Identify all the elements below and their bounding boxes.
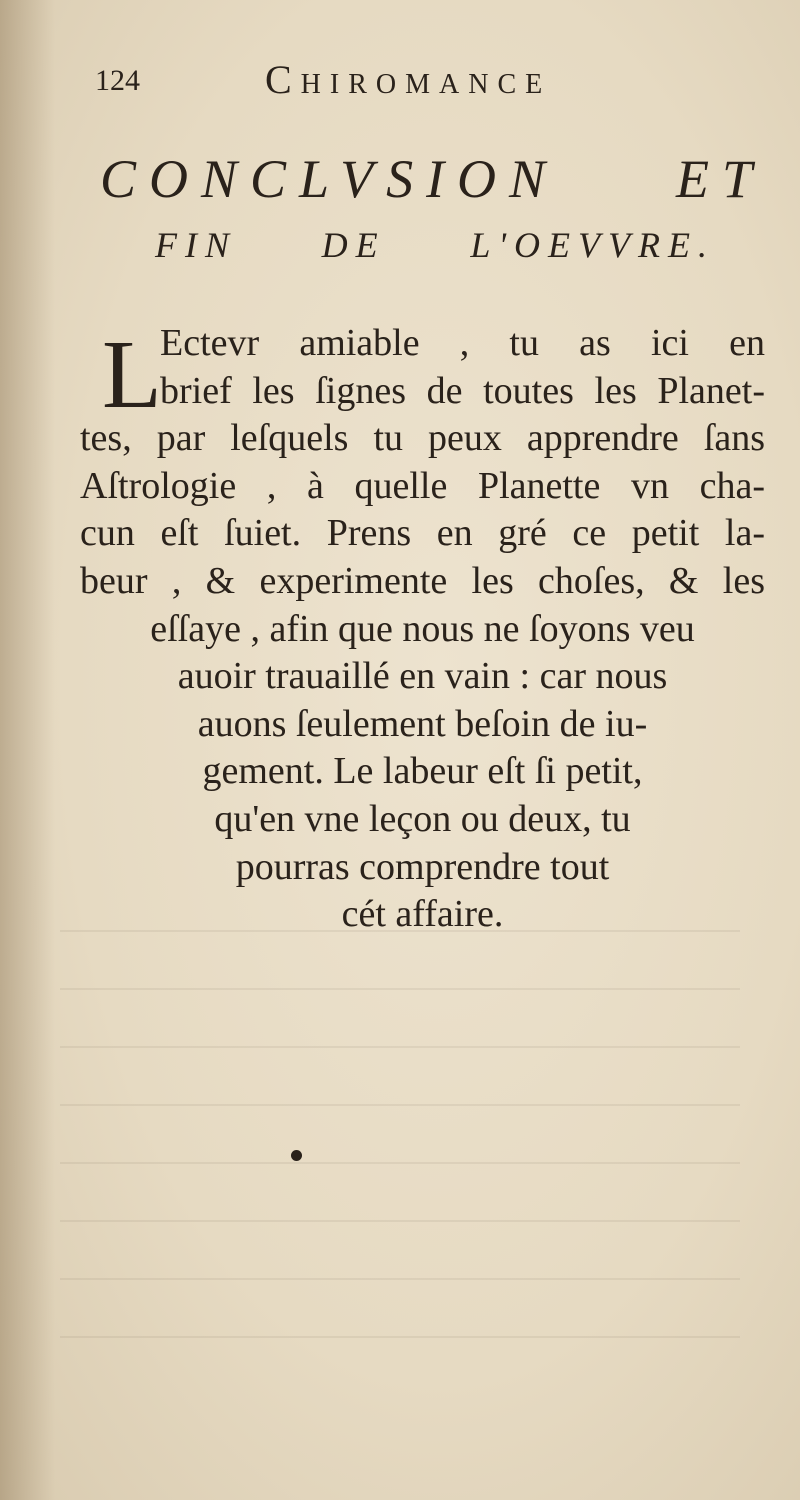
page-number: 124 [95,64,140,97]
body-line-6: beur , & experimente les choſes, & les [80,559,765,602]
drop-cap: L [102,321,162,429]
show-through-bleed [60,930,740,1350]
body-line-12: pourras comprendre tout [235,845,610,888]
running-title: Chiromance [265,57,552,102]
body-line-7: eſſaye , afin que nous ne ſoyons veu [150,607,695,650]
gutter-shadow [0,0,55,1500]
body-line-4: Aſtrologie , à quelle Planette vn cha- [80,464,765,507]
body-line-9: auons ſeulement beſoin de iu- [197,702,648,745]
body-line-13: cét affaire. [341,893,504,936]
body-line-5: cun eſt ſuiet. Prens en gré ce petit la- [80,512,765,555]
body-line-2: brief les ſignes de toutes les Planet- [160,369,765,412]
ink-dot [291,1150,302,1161]
body-line-11: qu'en vne leçon ou deux, tu [214,797,631,840]
section-heading-line-1: CONCLVSION ET [100,149,765,209]
body-text [80,320,765,939]
body-line-8: auoir trauaillé en vain : car nous [177,655,668,698]
body-line-10: gement. Le labeur eſt ſi petit, [202,750,643,793]
body-line-1-text: Ectevr amiable , tu as ici en [160,322,765,364]
body-line-3: tes, par leſquels tu peux apprendre ſans [80,417,765,460]
running-head [95,52,695,102]
section-heading-line-2: FIN DE L'OEVVRE. [155,225,715,265]
